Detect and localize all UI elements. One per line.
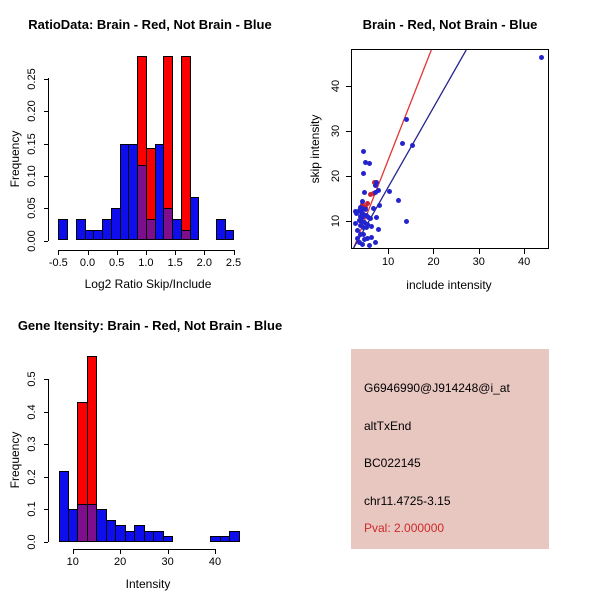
y-tick — [346, 176, 351, 177]
info-line-pval: Pval: 2.000000 — [364, 521, 445, 535]
y-tick-label: 0.05 — [25, 197, 38, 219]
info-line: G6946990@J914248@i_at — [364, 381, 510, 395]
scatter-point-blue — [539, 55, 544, 60]
scatter-ylabel: skip intensity — [308, 114, 322, 184]
y-tick-label: 0.2 — [25, 469, 38, 485]
y-tick — [44, 111, 49, 112]
x-tick-label: 10 — [66, 556, 79, 568]
gene-hist-title: Gene Itensity: Brain - Red, Not Brain - Blue — [17, 318, 283, 333]
histogram-bar-blue — [190, 197, 200, 240]
x-tick-label: 2.5 — [225, 257, 242, 269]
y-axis-line — [48, 78, 49, 241]
x-tick-label: 40 — [517, 256, 531, 268]
y-tick-label: 0.00 — [25, 229, 38, 252]
y-tick — [44, 542, 49, 543]
info-panel — [351, 349, 549, 549]
scatter-point-blue — [373, 190, 378, 195]
x-tick — [433, 249, 434, 254]
scatter-point-blue — [369, 224, 374, 229]
y-tick-label: 10 — [330, 214, 342, 228]
scatter-point-blue — [396, 198, 401, 203]
x-tick-label: 30 — [472, 256, 485, 268]
scatter-point-blue — [367, 243, 372, 248]
y-tick-label: 30 — [330, 124, 342, 138]
y-tick — [346, 221, 351, 222]
info-line: BC022145 — [364, 456, 421, 470]
x-tick-label: 30 — [161, 556, 174, 568]
scatter-point-blue — [361, 171, 366, 176]
scatter-lines — [352, 50, 548, 248]
y-tick — [44, 241, 49, 242]
x-tick — [175, 250, 176, 255]
y-tick — [44, 412, 49, 413]
y-tick — [44, 79, 49, 80]
histogram-bar-blue — [225, 230, 235, 241]
y-tick — [44, 208, 49, 209]
x-tick — [73, 549, 74, 554]
y-tick-label: 0.15 — [25, 132, 38, 155]
y-tick-label: 0.0 — [25, 534, 38, 550]
ratio-hist-ylabel: Frequency — [8, 130, 22, 188]
x-tick-label: 0.5 — [109, 257, 125, 269]
ratio-hist-xlabel: Log2 Ratio Skip/Include — [84, 277, 212, 291]
y-tick — [44, 379, 49, 380]
y-axis-line — [48, 379, 49, 542]
x-tick-label: 40 — [208, 556, 222, 568]
x-tick — [146, 250, 147, 255]
x-tick — [58, 250, 59, 255]
histogram-bar-overlap — [87, 504, 97, 542]
histogram-bar-red — [181, 56, 191, 241]
y-tick-label: 0.3 — [25, 436, 38, 452]
x-tick — [88, 250, 89, 255]
x-tick — [168, 549, 169, 554]
x-tick-label: -0.5 — [48, 257, 68, 269]
y-tick-label: 0.1 — [25, 501, 38, 517]
x-tick — [524, 249, 525, 254]
x-tick — [204, 250, 205, 255]
y-tick-label: 0.4 — [25, 404, 38, 420]
y-tick — [44, 176, 49, 177]
scatter-point-blue — [373, 240, 378, 245]
scatter-point-blue — [404, 117, 409, 122]
histogram-bar-overlap — [181, 230, 191, 241]
x-tick-label: 2.0 — [196, 257, 212, 269]
x-tick-label: 20 — [427, 256, 440, 268]
y-tick-label: 40 — [330, 79, 342, 93]
histogram-bar-overlap — [146, 219, 156, 240]
scatter-plot-box — [351, 49, 549, 249]
y-tick — [44, 144, 49, 145]
scatter-xlabel: include intensity — [406, 278, 492, 292]
x-tick — [215, 549, 216, 554]
y-tick — [44, 477, 49, 478]
x-tick-label: 10 — [382, 256, 395, 268]
gene-hist-xlabel: Intensity — [125, 577, 171, 591]
y-tick-label: 0.5 — [25, 371, 38, 387]
x-tick-label: 1.5 — [167, 257, 183, 269]
histogram-bar-blue — [163, 536, 173, 542]
x-tick-label: 20 — [114, 556, 127, 568]
ratio-hist-title: RatioData: Brain - Red, Not Brain - Blue — [28, 17, 272, 32]
x-tick — [120, 549, 121, 554]
y-tick — [346, 86, 351, 87]
info-line: chr11.4725-3.15 — [364, 494, 451, 508]
scatter-point-blue — [373, 183, 378, 188]
info-line: altTxEnd — [364, 419, 412, 433]
y-tick-label: 0.10 — [25, 165, 38, 187]
y-tick — [44, 444, 49, 445]
y-tick — [346, 131, 351, 132]
scatter-point-blue — [361, 149, 366, 154]
x-tick — [117, 250, 118, 255]
scatter-point-blue — [371, 206, 376, 211]
scatter-title: Brain - Red, Not Brain - Blue — [362, 17, 538, 32]
y-tick-label: 0.25 — [25, 68, 38, 90]
x-tick-label: 1.0 — [138, 257, 154, 269]
scatter-point-blue — [355, 236, 360, 241]
y-tick-label: 20 — [330, 169, 342, 183]
x-tick-label: 0.0 — [79, 257, 96, 269]
scatter-point-blue — [355, 228, 360, 233]
x-axis-line — [73, 549, 215, 550]
x-tick — [388, 249, 389, 254]
scatter-point-blue — [360, 242, 365, 247]
histogram-bar-overlap — [163, 208, 173, 240]
x-tick — [234, 250, 235, 255]
histogram-bar-blue — [229, 531, 239, 542]
x-tick — [479, 249, 480, 254]
y-tick — [44, 509, 49, 510]
gene-hist-ylabel: Frequency — [8, 431, 22, 489]
scatter-point-blue — [360, 199, 365, 204]
y-tick-label: 0.20 — [25, 100, 38, 123]
histogram-bar-blue — [58, 219, 68, 240]
